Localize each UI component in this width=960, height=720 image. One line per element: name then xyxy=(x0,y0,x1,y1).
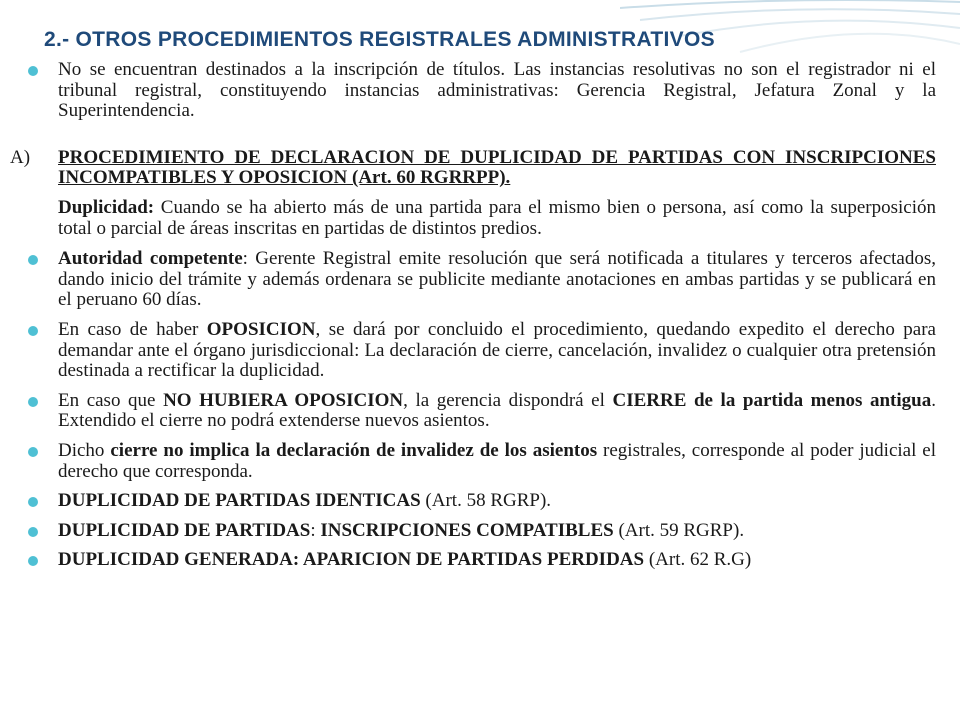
bullet-perdidas xyxy=(24,550,936,571)
perdidas-text: (Art. 62 R.G) xyxy=(644,549,752,571)
cierre-text: registrales, corresponde al poder judicial el derecho que corresponda. xyxy=(58,439,937,482)
bullet-dot-icon xyxy=(28,66,38,76)
compat-bold: DUPLICIDAD DE PARTIDAS xyxy=(58,519,311,541)
duplicidad-label: Duplicidad: xyxy=(58,196,155,218)
section-a-heading-text: PROCEDIMIENTO DE DECLARACION DE DUPLICIDAD DE PARTIDAS CON INSCRIPCIONES INCOMPATIBLES Y OPOSICION (Art. 60 RGRRPP). xyxy=(58,146,936,189)
cierre-prefix: Dicho xyxy=(58,439,111,461)
bullet-oposicion xyxy=(24,320,936,382)
bullet-dot-icon xyxy=(28,447,38,457)
oposicion-bold: OPOSICION xyxy=(206,318,316,340)
compat-bold2: INSCRIPCIONES COMPATIBLES xyxy=(320,519,614,541)
identicas-bold: DUPLICIDAD DE PARTIDAS IDENTICAS xyxy=(58,490,421,512)
identicas-text: (Art. 58 RGRP). xyxy=(420,490,552,512)
bullet-dot-icon xyxy=(28,497,38,507)
compat-text: (Art. 59 RGRP). xyxy=(613,519,745,541)
nohub-text: . Extendido el cierre no podrá extenderse nuevos asientos. xyxy=(58,389,936,432)
bullet-cierre xyxy=(24,441,936,482)
duplicidad-text: Cuando se ha abierto más de una partida para el mismo bien o persona, así como la superposición total o parcial de áreas inscritas en partidas de distintos predios. xyxy=(58,196,936,239)
bullet-autoridad xyxy=(24,249,936,311)
nohub-bold: NO HUBIERA OPOSICION xyxy=(163,389,404,411)
bullet-no-oposicion xyxy=(24,391,936,432)
bullet-dot-icon xyxy=(28,255,38,265)
autoridad-text: : Gerente Registral emite resolución que será notificada a titulares y terceros afectados, dando inicio del trámite y además ordenara se publicite mediante anotaciones en ambas partidas y se publicará en el peruano 60 días. xyxy=(58,248,937,311)
intro-text: No se encuentran destinados a la inscripción de títulos. Las instancias resolutivas no son el registrador ni el tribunal registral, constituyendo instancias administrativas: Gerencia Registral, Jefatura Zonal y la Superintendencia. xyxy=(58,59,936,122)
oposicion-text: , se dará por concluido el procedimiento, quedando expedito el derecho para demandar ante el órgano jurisdiccional: La declaración de cierre, cancelación, invalidez o cualquier otra pretensión destinada a rectificar la duplicidad. xyxy=(58,318,936,382)
autoridad-label: Autoridad competente xyxy=(58,248,243,270)
section-a-label: A) xyxy=(10,146,31,168)
bullet-dot-icon xyxy=(28,397,38,407)
duplicidad-paragraph xyxy=(24,198,936,239)
nohub-prefix: En caso que xyxy=(58,389,164,411)
nohub-mid: , la gerencia dispondrá el xyxy=(403,389,613,411)
bullet-identicas xyxy=(24,491,936,512)
oposicion-prefix: En caso de haber xyxy=(58,318,207,340)
section-a-heading xyxy=(10,146,936,189)
slide-content xyxy=(10,59,937,571)
slide-title: 2.- OTROS PROCEDIMIENTOS REGISTRALES ADMINISTRATIVOS xyxy=(44,28,715,51)
intro-paragraph xyxy=(24,60,936,122)
nohub-bold2: CIERRE de la partida menos antigua xyxy=(612,389,932,411)
perdidas-bold: DUPLICIDAD GENERADA: APARICION DE PARTIDAS PERDIDAS xyxy=(58,549,645,571)
cierre-bold: cierre no implica la declaración de invalidez de los asientos xyxy=(110,439,598,461)
bullet-dot-icon xyxy=(28,527,38,537)
compat-mid: : xyxy=(310,519,321,541)
bullet-compatibles xyxy=(24,521,936,542)
bullet-dot-icon xyxy=(28,326,38,336)
bullet-dot-icon xyxy=(28,556,38,566)
